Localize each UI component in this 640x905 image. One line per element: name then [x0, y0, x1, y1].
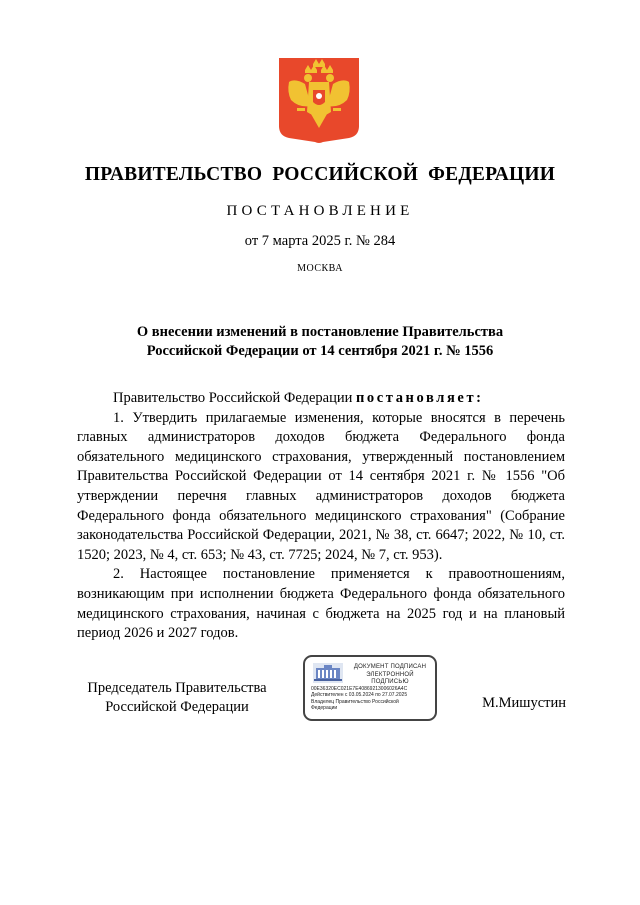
stamp-header — [347, 664, 433, 687]
subject-line-2: Российской Федерации от 14 сентября 2021 г. № 1556 — [146, 343, 494, 359]
stamp-details — [311, 686, 435, 711]
government-building-icon — [313, 663, 343, 683]
stamp-header-line-2: ЭЛЕКТРОННОЙ ПОДПИСЬЮ — [366, 671, 414, 685]
document-type: ПОСТАНОВЛЕНИЕ — [226, 203, 414, 219]
document-city: МОСКВА — [297, 263, 343, 274]
document-date-number: от 7 марта 2025 г. № 284 — [244, 233, 396, 249]
stamp-owner-line-2: Федерации — [311, 704, 338, 711]
electronic-signature-stamp — [303, 655, 437, 721]
signatory-title-line-1: Председатель Правительства — [87, 680, 267, 696]
paragraph-2: 2. Настоящее постановление применяется к правоотношениям, возникающим при исполнении бюджета Федерального фонда обязательного медицинского страхования, начиная с бюджета на 2025 год и на плановый период 2026 и 2027 годов. — [77, 566, 565, 642]
stamp-header-line-1: ДОКУМЕНТ ПОДПИСАН — [353, 664, 427, 670]
paragraph-1: 1. Утвердить прилагаемые изменения, которые вносятся в перечень главных администраторов доходов бюджета Федерального фонда обязательного медицинского страхования, утвержденный постановлением Правительства Российской Федерации от 14 сентября 2021 г. № 1556 "Об утверждении перечня главных администраторов доходов бюджета Федерального фонда обязательного медицинского страхования" (Собрание законодательства Российской Федерации, 2021, № 38, ст. 6647; 2022, № 10, ст. 1520; 2023, № 4, ст. 653; № 43, ст. 7725; 2024, № 7, ст. 953). — [77, 409, 565, 563]
stamp-certificate: 00E36320EC021E7E40869213006026A4C — [311, 686, 408, 692]
signatory-title-line-2: Российской Федерации — [105, 699, 249, 715]
intro-text: Правительство Российской Федерации — [113, 390, 353, 406]
government-title: ПРАВИТЕЛЬСТВО РОССИЙСКОЙ ФЕДЕРАЦИИ — [84, 164, 556, 185]
intro-verb: постановляет: — [355, 390, 484, 406]
coat-of-arms-icon — [277, 56, 361, 144]
document-subject — [60, 323, 580, 361]
stamp-validity: Действителен с 03.05.2024 по 27.07.2025 — [311, 692, 408, 699]
signatory-title — [77, 679, 277, 717]
stamp-owner-line-1: Владелец Правительство Российской — [311, 698, 399, 705]
document-body — [77, 389, 565, 644]
subject-line-1: О внесении изменений в постановление Правительства — [136, 324, 504, 340]
intro-paragraph — [77, 389, 565, 409]
signatory-name: М.Мишустин — [482, 695, 566, 711]
